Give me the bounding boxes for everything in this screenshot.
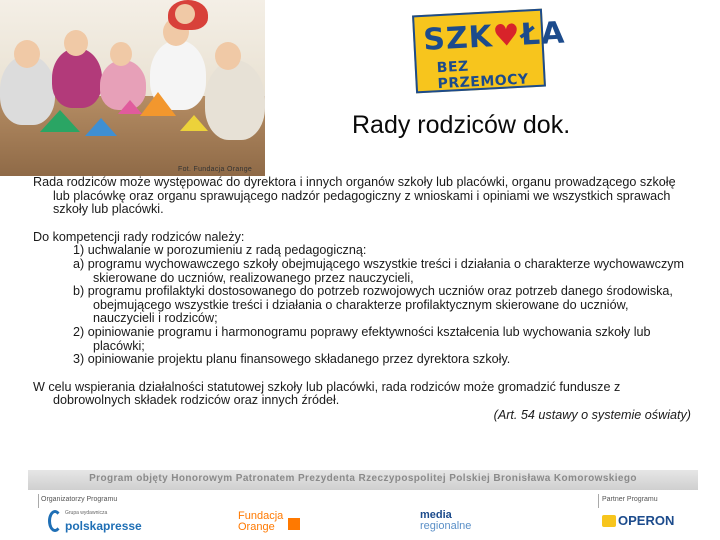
polskapresse-subtitle: Grupa wydawnicza bbox=[65, 510, 108, 516]
origami-paper bbox=[140, 92, 176, 116]
szkola-bez-przemocy-logo bbox=[412, 9, 567, 94]
competences-heading: Do kompetencji rady rodziców należy: bbox=[33, 229, 245, 244]
photo-person bbox=[52, 48, 102, 108]
media-line-1: media bbox=[420, 509, 452, 521]
origami-paper bbox=[180, 115, 208, 131]
legal-source: (Art. 54 ustawy o systemie oświaty) bbox=[493, 407, 691, 422]
list-item: a) programu wychowawczego szkoły obejmującego wszystkie treści i działania o charakterze wychowawczym skierowane do uczniów, realizowanego przez nauczycieli, bbox=[73, 256, 685, 285]
list-item: b) programu profilaktyki dostosowanego do potrzeb rozwojowych uczniów oraz potrzeb danego środowiska, obejmującego wszystkie treści i działania o charakterze profilaktycznym skierowane do uczniów, nauczycieli i rodziców; bbox=[73, 284, 673, 326]
main-content bbox=[33, 176, 693, 423]
media-line-2: regionalne bbox=[420, 520, 472, 532]
fundacja-line-1: Fundacja bbox=[238, 510, 284, 522]
patronage-text: Program objęty Honorowym Patronatem Prezydenta Rzeczypospolitej Polskiej Bronisława Komorowskiego bbox=[89, 473, 637, 484]
origami-paper bbox=[118, 100, 142, 114]
list-item: 2) opiniowanie programu i harmonogramu poprawy efektywności kształcenia lub wychowania szkoły lub placówki; bbox=[73, 324, 651, 353]
fundacja-line-2: Orange bbox=[238, 521, 275, 533]
fundacja-orange-logo bbox=[238, 511, 283, 533]
photo-head bbox=[64, 30, 88, 56]
organizers-label: Organizatorzy Programu bbox=[41, 496, 118, 503]
divider bbox=[598, 494, 599, 508]
spacer bbox=[33, 217, 693, 231]
logo-line-1 bbox=[422, 15, 566, 57]
photo-head bbox=[215, 42, 241, 70]
list-item: 1) uchwalanie w porozumieniu z radą pedagogiczną: bbox=[73, 243, 367, 258]
children-origami-photo bbox=[0, 0, 265, 176]
logo-line-2: BEZ PRZEMOCY bbox=[436, 58, 529, 93]
polskapresse-logo bbox=[48, 508, 142, 538]
heart-icon: ♥ bbox=[491, 17, 522, 55]
photo-head bbox=[14, 40, 40, 68]
photo-head bbox=[110, 42, 132, 66]
orange-square-icon bbox=[288, 518, 300, 530]
list-item: 3) opiniowanie projektu planu finansowego składanego przez dyrektora szkoły. bbox=[73, 352, 511, 367]
patronage-band bbox=[28, 470, 698, 490]
origami-paper bbox=[85, 118, 117, 136]
origami-paper bbox=[40, 110, 80, 132]
spacer bbox=[33, 367, 693, 381]
operon-mark-icon bbox=[602, 515, 616, 527]
page-title: Rady rodziców dok. bbox=[352, 111, 571, 139]
closing-paragraph: W celu wspierania działalności statutowej szkoły lub placówki, rada rodziców może gromadzić fundusze z dobrowolnych składek rodziców oraz innych źródeł. bbox=[33, 379, 621, 408]
intro-paragraph: Rada rodziców może występować do dyrektora i innych organów szkoły lub placówki, organu prowadzącego szkołę lub placówkę oraz organu sprawującego nadzór pedagogiczny z wnioskami i opiniami we wszystkich sprawach szkoły lub placówki. bbox=[33, 175, 676, 217]
polskapresse-mark-icon bbox=[48, 510, 62, 532]
photo-head bbox=[175, 4, 195, 24]
photo-person bbox=[205, 60, 265, 140]
polskapresse-name: polskapresse bbox=[65, 519, 142, 533]
operon-name: OPERON bbox=[618, 513, 675, 528]
photo-credit: Fot. Fundacja Orange bbox=[178, 166, 253, 173]
partner-label: Partner Programu bbox=[602, 496, 658, 503]
media-regionalne-logo bbox=[420, 510, 471, 532]
logo-text-a: SZK bbox=[422, 19, 494, 58]
divider bbox=[38, 494, 39, 508]
logo-text-b: ŁA bbox=[519, 15, 567, 53]
